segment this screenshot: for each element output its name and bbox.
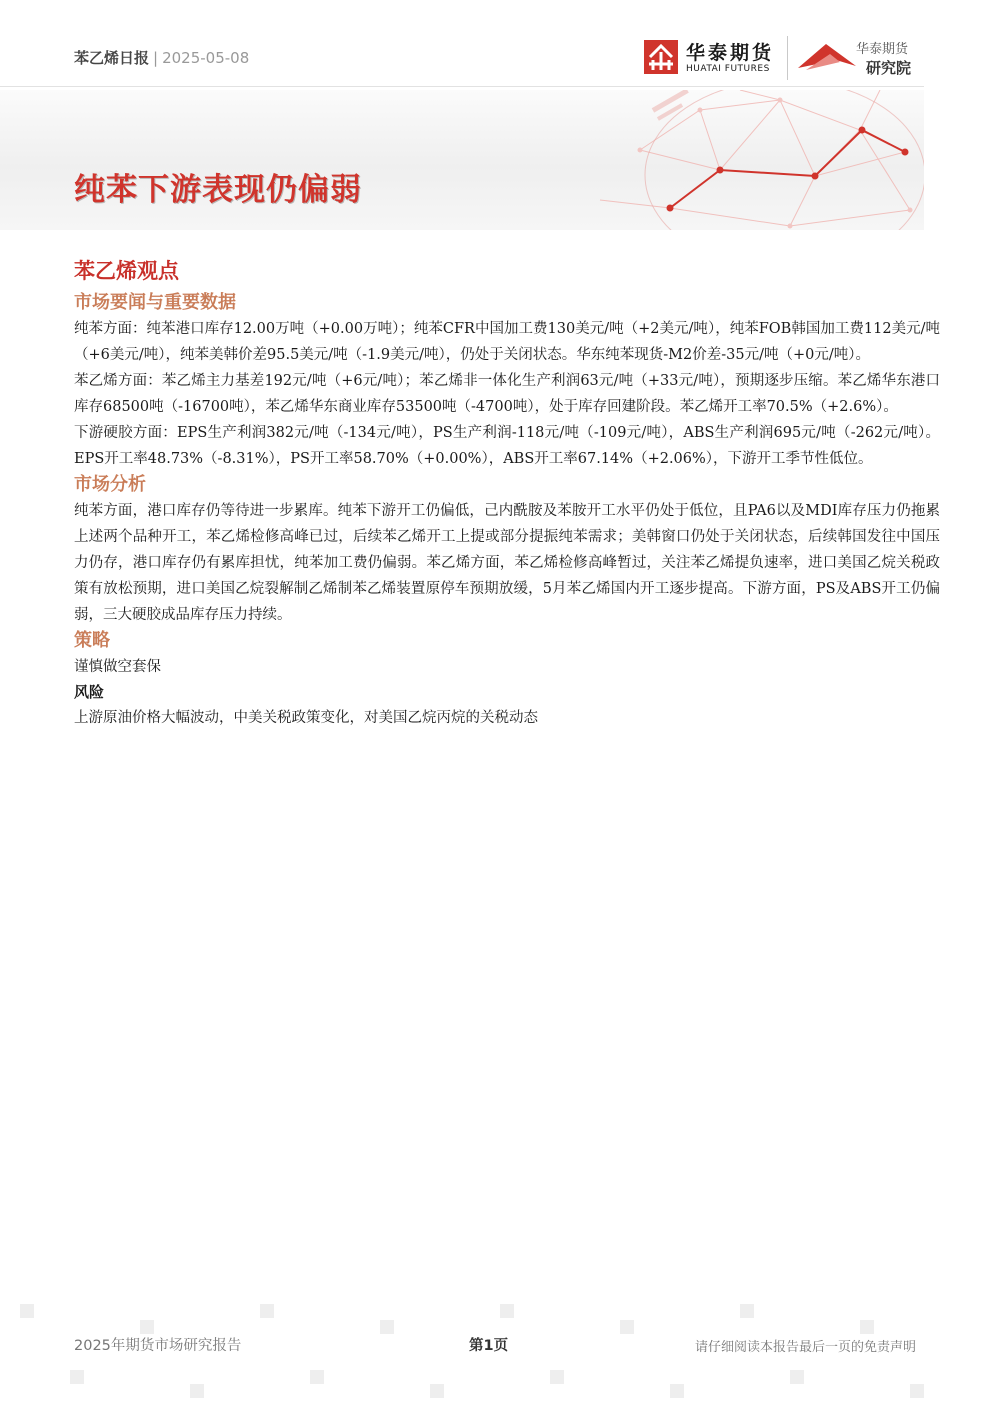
company-name-cn: 华泰期货 [686, 42, 775, 64]
risk-paragraph: 上游原油价格大幅波动，中美关税政策变化，对美国乙烷丙烷的关税动态 [74, 710, 538, 726]
risk-heading: 风险 [74, 683, 105, 701]
huatai-logo-icon [644, 40, 678, 74]
huatai-futures-logo [644, 38, 780, 78]
news-paragraph-benzene: 纯苯方面：纯苯港口库存12.00万吨（+0.00万吨）；纯苯CFR中国加工费130美元/吨（+2美元/吨），纯苯FOB韩国加工费112美元/吨（+6美元/吨），纯苯美韩价差95.5美元/吨（-1.9美元/吨），仍处于关闭状态。华东纯苯现货-M2价差-35元/吨（+0元/吨）。 [74, 321, 940, 363]
header-divider [0, 86, 924, 87]
strategy-paragraph: 谨慎做空套保 [74, 659, 161, 675]
report-content [74, 256, 940, 731]
section-title: 苯乙烯观点 [74, 259, 179, 283]
company-name-en: HUATAI FUTURES [686, 64, 770, 74]
analysis-paragraph: 纯苯方面，港口库存仍等待进一步累库。纯苯下游开工仍偏低，己内酰胺及苯胺开工水平仍处于低位，且PA6以及MDI库存压力仍拖累上述两个品种开工，苯乙烯检修高峰已过，后续苯乙烯开工上提或部分提振纯苯需求；美韩窗口仍处于关闭状态，后续韩国发往中国压力仍存，港口库存仍有累库担忧，纯苯加工费仍偏弱。苯乙烯方面，苯乙烯检修高峰暂过，关注苯乙烯提负速率，进口美国乙烷关税政策有放松预期，进口美国乙烷裂解制乙烯制苯乙烯装置原停车预期放缓，5月苯乙烯国内开工逐步提高。下游方面，PS及ABS开工仍偏弱，三大硬胶成品库存压力持续。 [74, 503, 940, 623]
report-name: 苯乙烯日报 [74, 49, 150, 67]
analysis-heading: 市场分析 [74, 474, 146, 495]
institute-name-top: 华泰期货 [856, 42, 909, 57]
news-paragraph-styrene: 苯乙烯方面：苯乙烯主力基差192元/吨（+6元/吨）；苯乙烯非一体化生产利润63元/吨（+33元/吨），预期逐步压缩。苯乙烯华东港口库存68500吨（-16700吨），苯乙烯华东商业库存53500吨（-4700吨），处于库存回建阶段。苯乙烯开工率70.5%（+2.6%）。 [74, 373, 940, 415]
report-date: 2025-05-08 [162, 49, 250, 67]
research-institute-logo [796, 38, 926, 78]
footer-report-series: 2025年期货市场研究报告 [74, 1338, 242, 1354]
footer-disclaimer: 请仔细阅读本报告最后一页的免责声明 [694, 1340, 916, 1355]
institute-logo-icon [796, 40, 858, 72]
report-title: 纯苯下游表现仍偏弱 [74, 172, 362, 208]
title-banner [0, 90, 924, 230]
logo-divider [787, 36, 788, 80]
page-number: 第1页 [469, 1338, 509, 1354]
news-paragraph-downstream: 下游硬胶方面：EPS生产利润382元/吨（-134元/吨），PS生产利润-118元/吨（-109元/吨），ABS生产利润695元/吨（-262元/吨）。EPS开工率48.73%（-8.31%），PS开工率58.70%（+0.00%），ABS开工率67.14%（+2.06%），下游开工季节性低位。 [74, 425, 940, 467]
institute-name-bottom: 研究院 [866, 59, 912, 77]
report-header [74, 48, 249, 68]
strategy-heading: 策略 [74, 630, 110, 651]
news-heading: 市场要闻与重要数据 [74, 292, 236, 313]
header-separator: | [153, 49, 159, 67]
network-graphic [0, 90, 924, 230]
